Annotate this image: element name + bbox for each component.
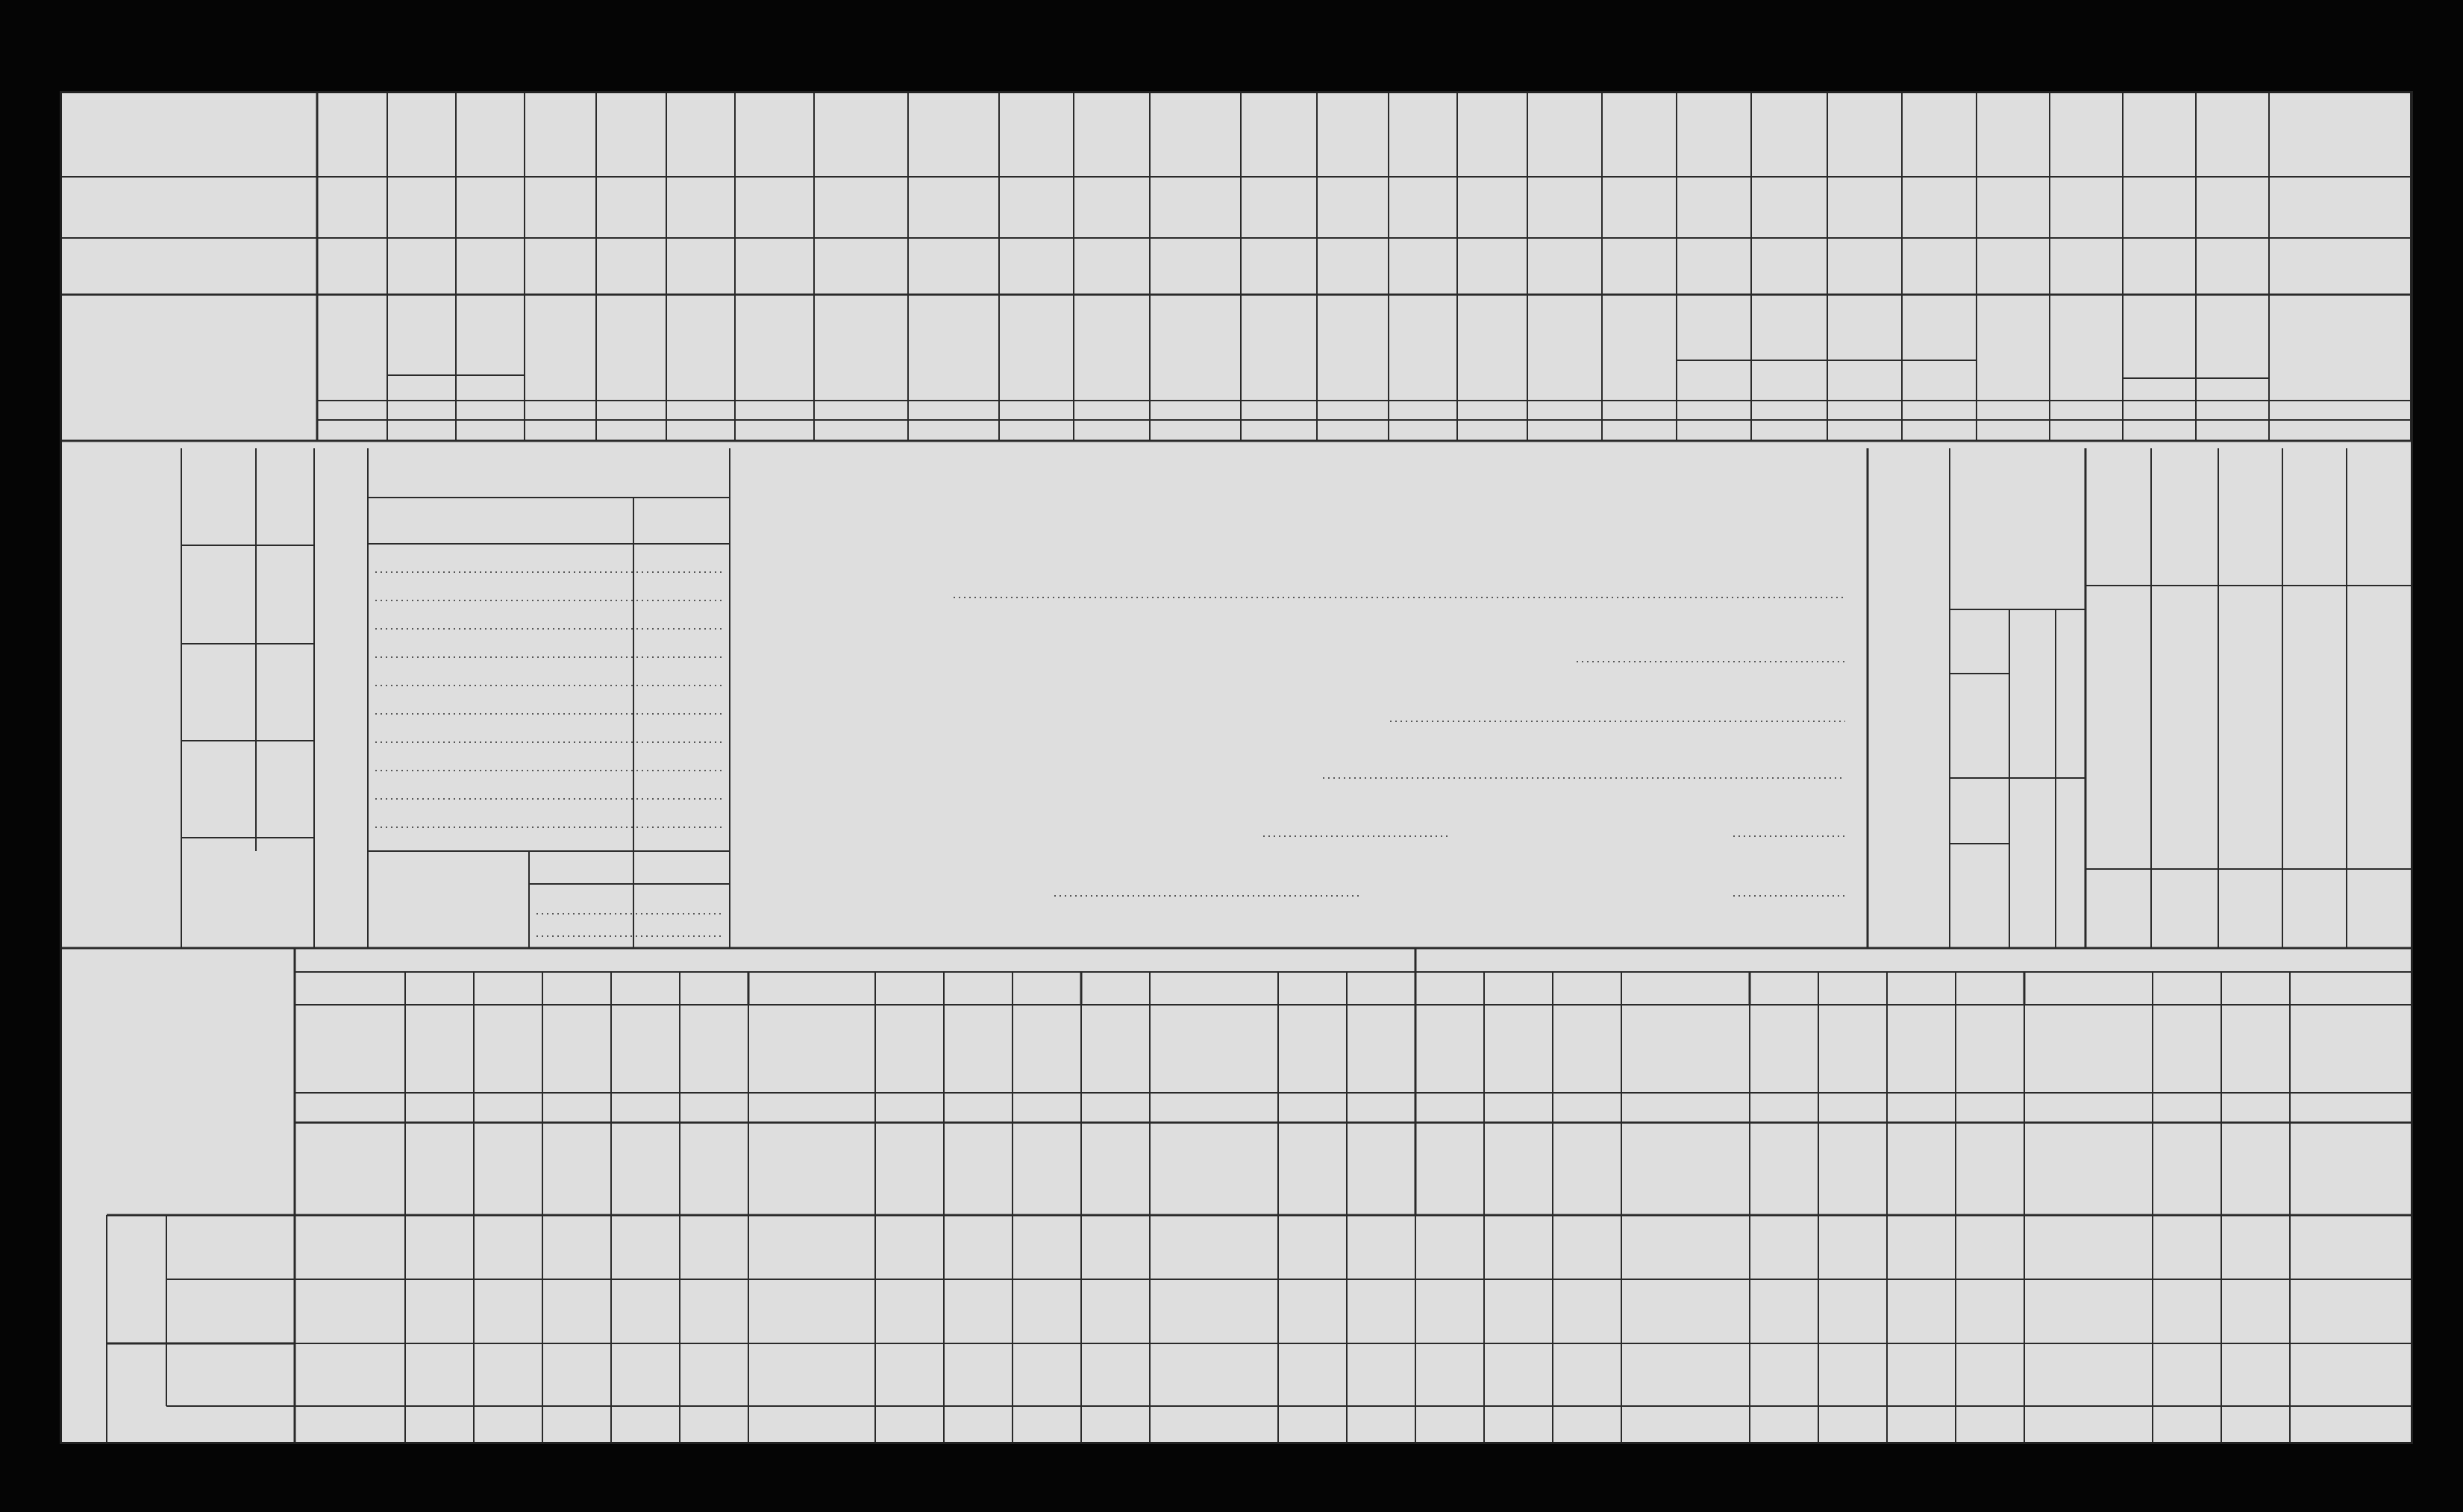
census-card [60, 91, 2413, 1444]
grid-lines [62, 93, 2411, 1442]
